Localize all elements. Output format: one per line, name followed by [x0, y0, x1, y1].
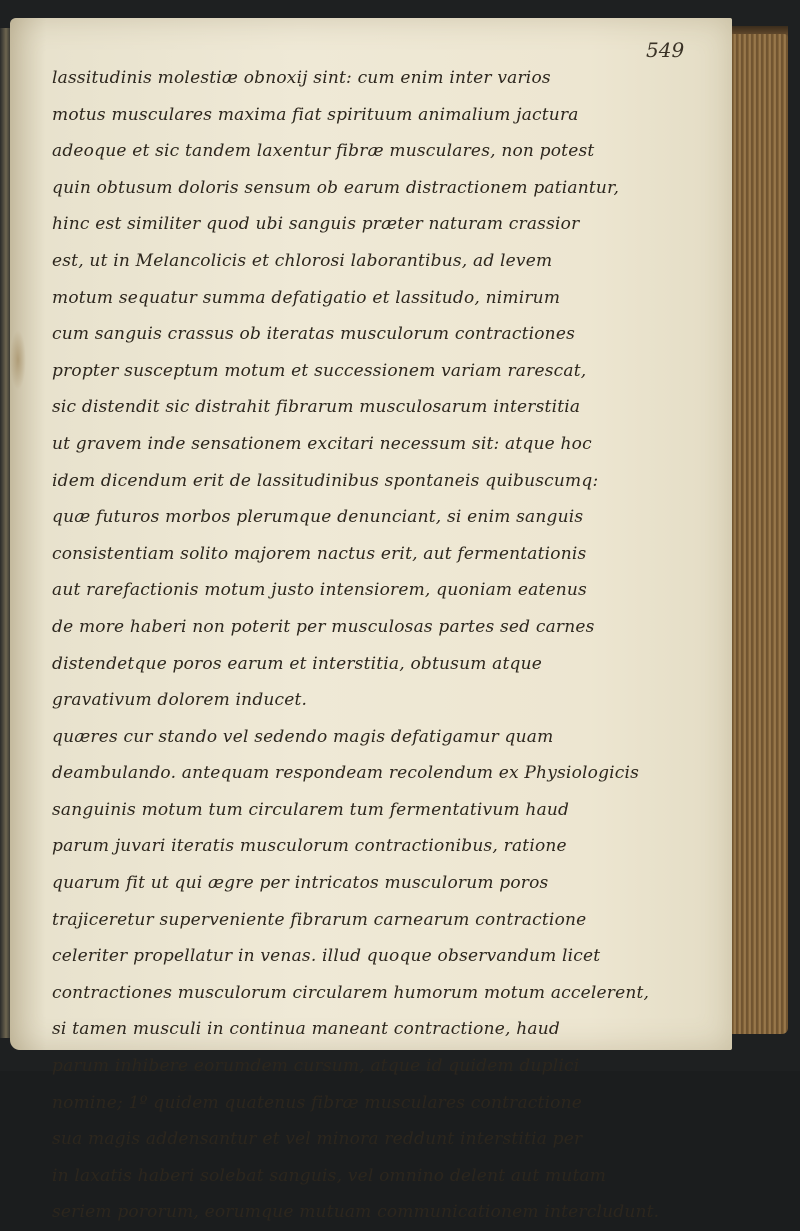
- binding-stain: [10, 330, 26, 390]
- text-line: parum juvari iteratis musculorum contractionibus, ratione: [52, 836, 567, 857]
- text-line: contractiones musculorum circularem humorum motum accelerent,: [52, 982, 650, 1003]
- text-line: propter susceptum motum et successionem variam rarescat,: [52, 360, 587, 381]
- text-line: lassitudinis molestiæ obnoxij sint: cum enim inter varios: [52, 68, 551, 88]
- text-line: trajiceretur superveniente fibrarum carnearum contractione: [52, 909, 587, 930]
- text-line: consistentiam solito majorem nactus erit, aut fermentationis: [52, 543, 587, 564]
- text-line: celeriter propellatur in venas. illud quoque observandum licet: [52, 946, 601, 967]
- text-line: si tamen musculi in continua maneant contractione, haud: [52, 1019, 560, 1040]
- text-line: motus musculares maxima fiat spirituum animalium jactura: [52, 104, 579, 125]
- text-line: aut rarefactionis motum justo intensiorem, quoniam eatenus: [52, 580, 587, 601]
- text-line: seriem pororum, eorumque mutuam communicationem intercludunt.: [52, 1202, 660, 1223]
- text-line: sua magis addensantur et vel minora reddunt interstitia per: [52, 1129, 583, 1150]
- text-line: adeoque et sic tandem laxentur fibræ musculares, non potest: [52, 141, 595, 162]
- text-line: hinc est similiter quod ubi sanguis præter naturam crassior: [52, 214, 580, 235]
- text-line: quæ futuros morbos plerumque denunciant, si enim sanguis: [52, 507, 584, 528]
- book-page-edges: [732, 34, 788, 1034]
- text-line: sanguinis motum tum circularem tum fermentativum haud: [52, 799, 570, 820]
- text-line: parum inhibere eorumdem cursum, atque id quidem duplici: [52, 1056, 580, 1077]
- text-line: quarum fit ut qui ægre per intricatos musculorum poros: [52, 873, 549, 894]
- text-line: distendetque poros earum et interstitia, obtusum atque: [52, 653, 543, 674]
- text-line: ut gravem inde sensationem excitari necessum sit: atque hoc: [52, 433, 592, 454]
- text-line: sic distendit sic distrahit fibrarum musculosarum interstitia: [52, 397, 581, 418]
- text-line: motum sequatur summa defatigatio et lassitudo, nimirum: [52, 287, 561, 308]
- text-line: quæres cur stando vel sedendo magis defatigamur quam: [52, 726, 554, 747]
- manuscript-text: [52, 60, 692, 1231]
- text-line: de more haberi non poterit per musculosas partes sed carnes: [52, 616, 595, 637]
- text-line: idem dicendum erit de lassitudinibus spontaneis quibuscumq:: [52, 470, 599, 491]
- text-line: cum sanguis crassus ob iteratas musculorum contractiones: [52, 324, 576, 345]
- text-line: nomine; 1º quidem quatenus fibræ musculares contractione: [52, 1092, 583, 1113]
- page-number: 549: [646, 38, 685, 62]
- text-line: deambulando. antequam respondeam recolendum ex Physiologicis: [52, 763, 640, 784]
- facing-page-edge: [0, 28, 10, 1038]
- text-line: in laxatis haberi solebat sanguis, vel omnino delent aut mutam: [52, 1165, 607, 1186]
- text-line: quin obtusum doloris sensum ob earum distractionem patiantur,: [52, 177, 620, 198]
- text-line: gravativum dolorem inducet.: [52, 690, 308, 711]
- text-line: est, ut in Melancolicis et chlorosi laborantibus, ad levem: [52, 250, 553, 271]
